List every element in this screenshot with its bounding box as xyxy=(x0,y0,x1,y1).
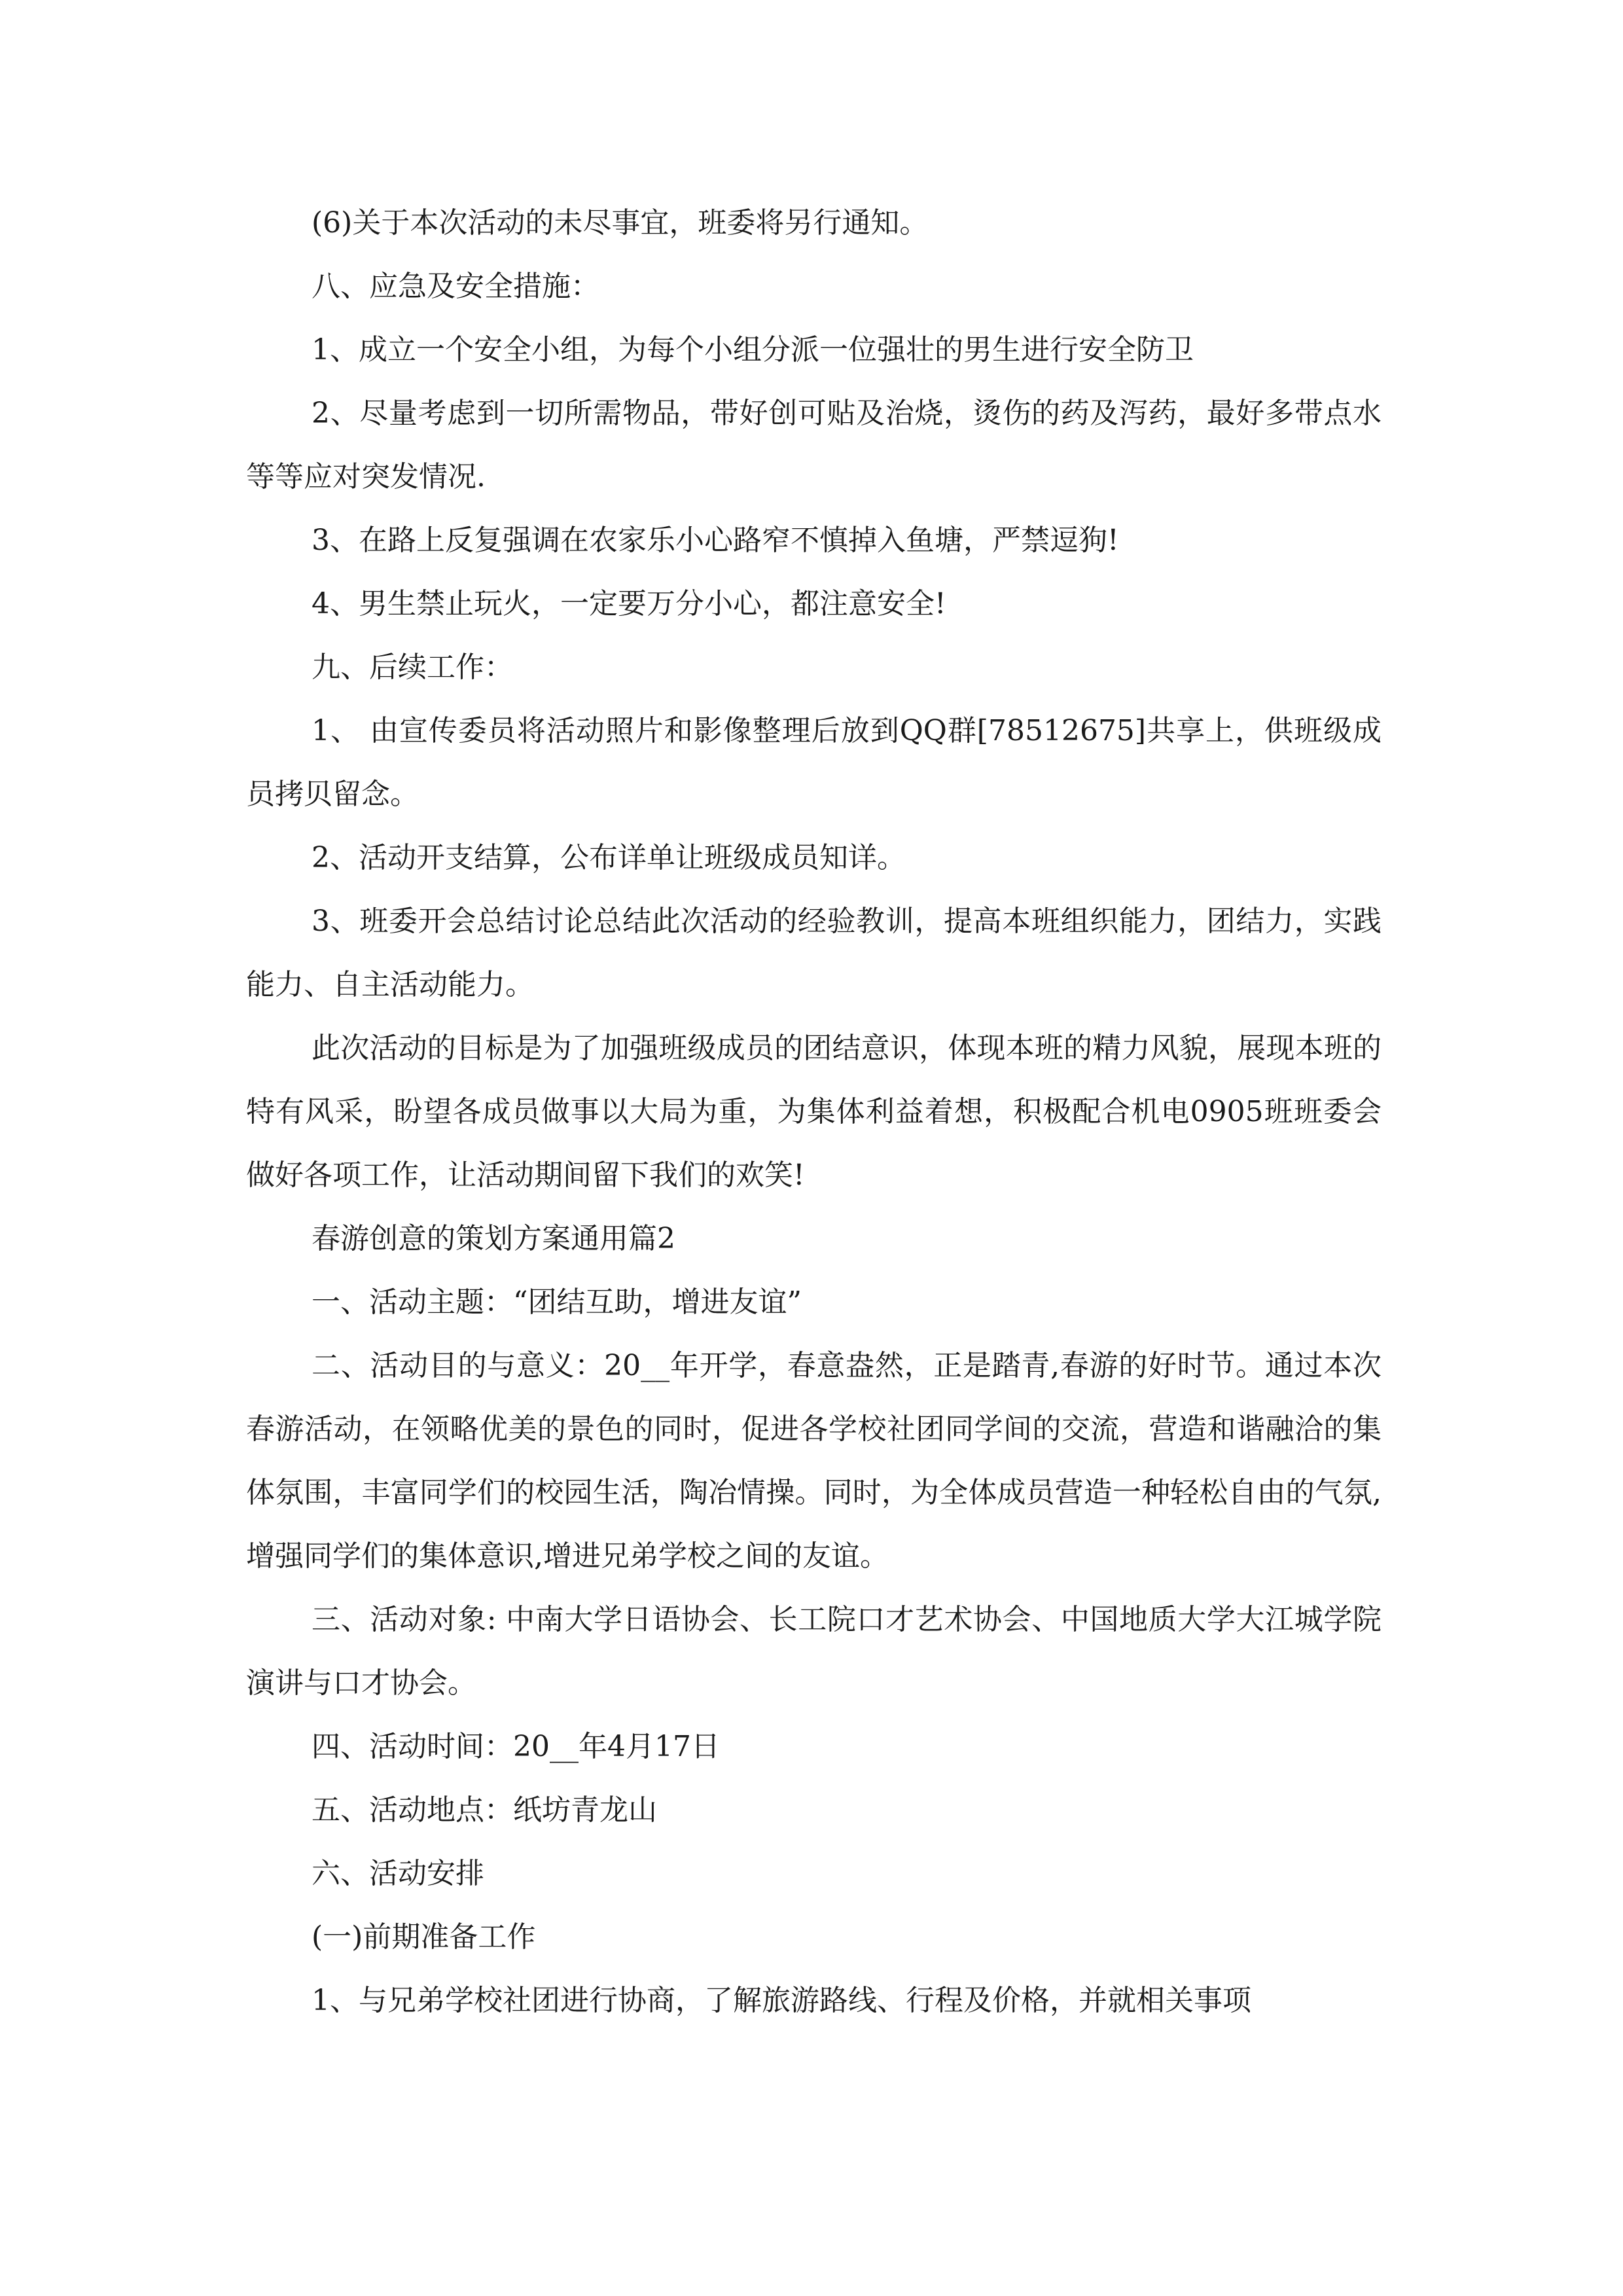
paragraph-location: 五、活动地点：纸坊青龙山 xyxy=(312,1793,657,1827)
heading-emergency-safety: 八、应急及安全措施： xyxy=(312,270,599,303)
paragraph-summary-meeting: 3、班委开会总结讨论总结此次活动的经验教训，提高本班组织能力，团结力，实践能力、自主活动能力。 xyxy=(246,905,1382,1001)
heading-follow-up: 九、后续工作： xyxy=(312,651,513,684)
paragraph-time: 四、活动时间：20__年4月17日 xyxy=(312,1730,720,1763)
heading-preparation: (一)前期准备工作 xyxy=(312,1920,536,1954)
section-title-plan-2: 春游创意的策划方案通用篇2 xyxy=(312,1222,675,1255)
document-body xyxy=(246,191,1382,2032)
paragraph-unfinished-matters: (6)关于本次活动的未尽事宜，班委将另行通知。 xyxy=(312,206,929,240)
heading-arrangement: 六、活动安排 xyxy=(312,1857,484,1890)
paragraph-purpose: 二、活动目的与意义：20__年开学，春意盎然，正是踏青,春游的好时节。通过本次春游活动，在领略优美的景色的同时，促进各学校社团同学间的交流，营造和谐融洽的集体氛围，丰富同学们的校园生活，陶冶情操。同时，为全体成员营造一种轻松自由的气氛,增强同学们的集体意识,增进兄弟学校之间的友谊。 xyxy=(246,1349,1382,1573)
paragraph-road-caution: 3、在路上反复强调在农家乐小心路窄不慎掉入鱼塘，严禁逗狗! xyxy=(312,524,1119,557)
paragraph-participants: 三、活动对象: 中南大学日语协会、长工院口才艺术协会、中国地质大学大江城学院演讲与口才协会。 xyxy=(246,1603,1382,1700)
paragraph-expense-settlement: 2、活动开支结算，公布详单让班级成员知详。 xyxy=(312,841,906,874)
paragraph-no-fire: 4、男生禁止玩火，一定要万分小心，都注意安全! xyxy=(312,587,946,620)
paragraph-activity-goal: 此次活动的目标是为了加强班级成员的团结意识，体现本班的精力风貌，展现本班的特有风采，盼望各成员做事以大局为重，为集体利益着想，积极配合机电0905班班委会做好各项工作，让活动期间留下我们的欢笑! xyxy=(246,1031,1382,1192)
paragraph-theme: 一、活动主题：“团结互助，增进友谊” xyxy=(312,1285,802,1319)
paragraph-supplies: 2、尽量考虑到一切所需物品，带好创可贴及治烧，烫伤的药及泻药，最好多带点水等等应对突发情况. xyxy=(246,397,1382,493)
paragraph-safety-team: 1、成立一个安全小组，为每个小组分派一位强壮的男生进行安全防卫 xyxy=(312,333,1194,367)
paragraph-photo-sharing: 1、 由宣传委员将活动照片和影像整理后放到QQ群[78512675]共享上，供班级成员拷贝留念。 xyxy=(246,714,1382,811)
paragraph-negotiation: 1、与兄弟学校社团进行协商，了解旅游路线、行程及价格，并就相关事项 xyxy=(312,1984,1251,2017)
